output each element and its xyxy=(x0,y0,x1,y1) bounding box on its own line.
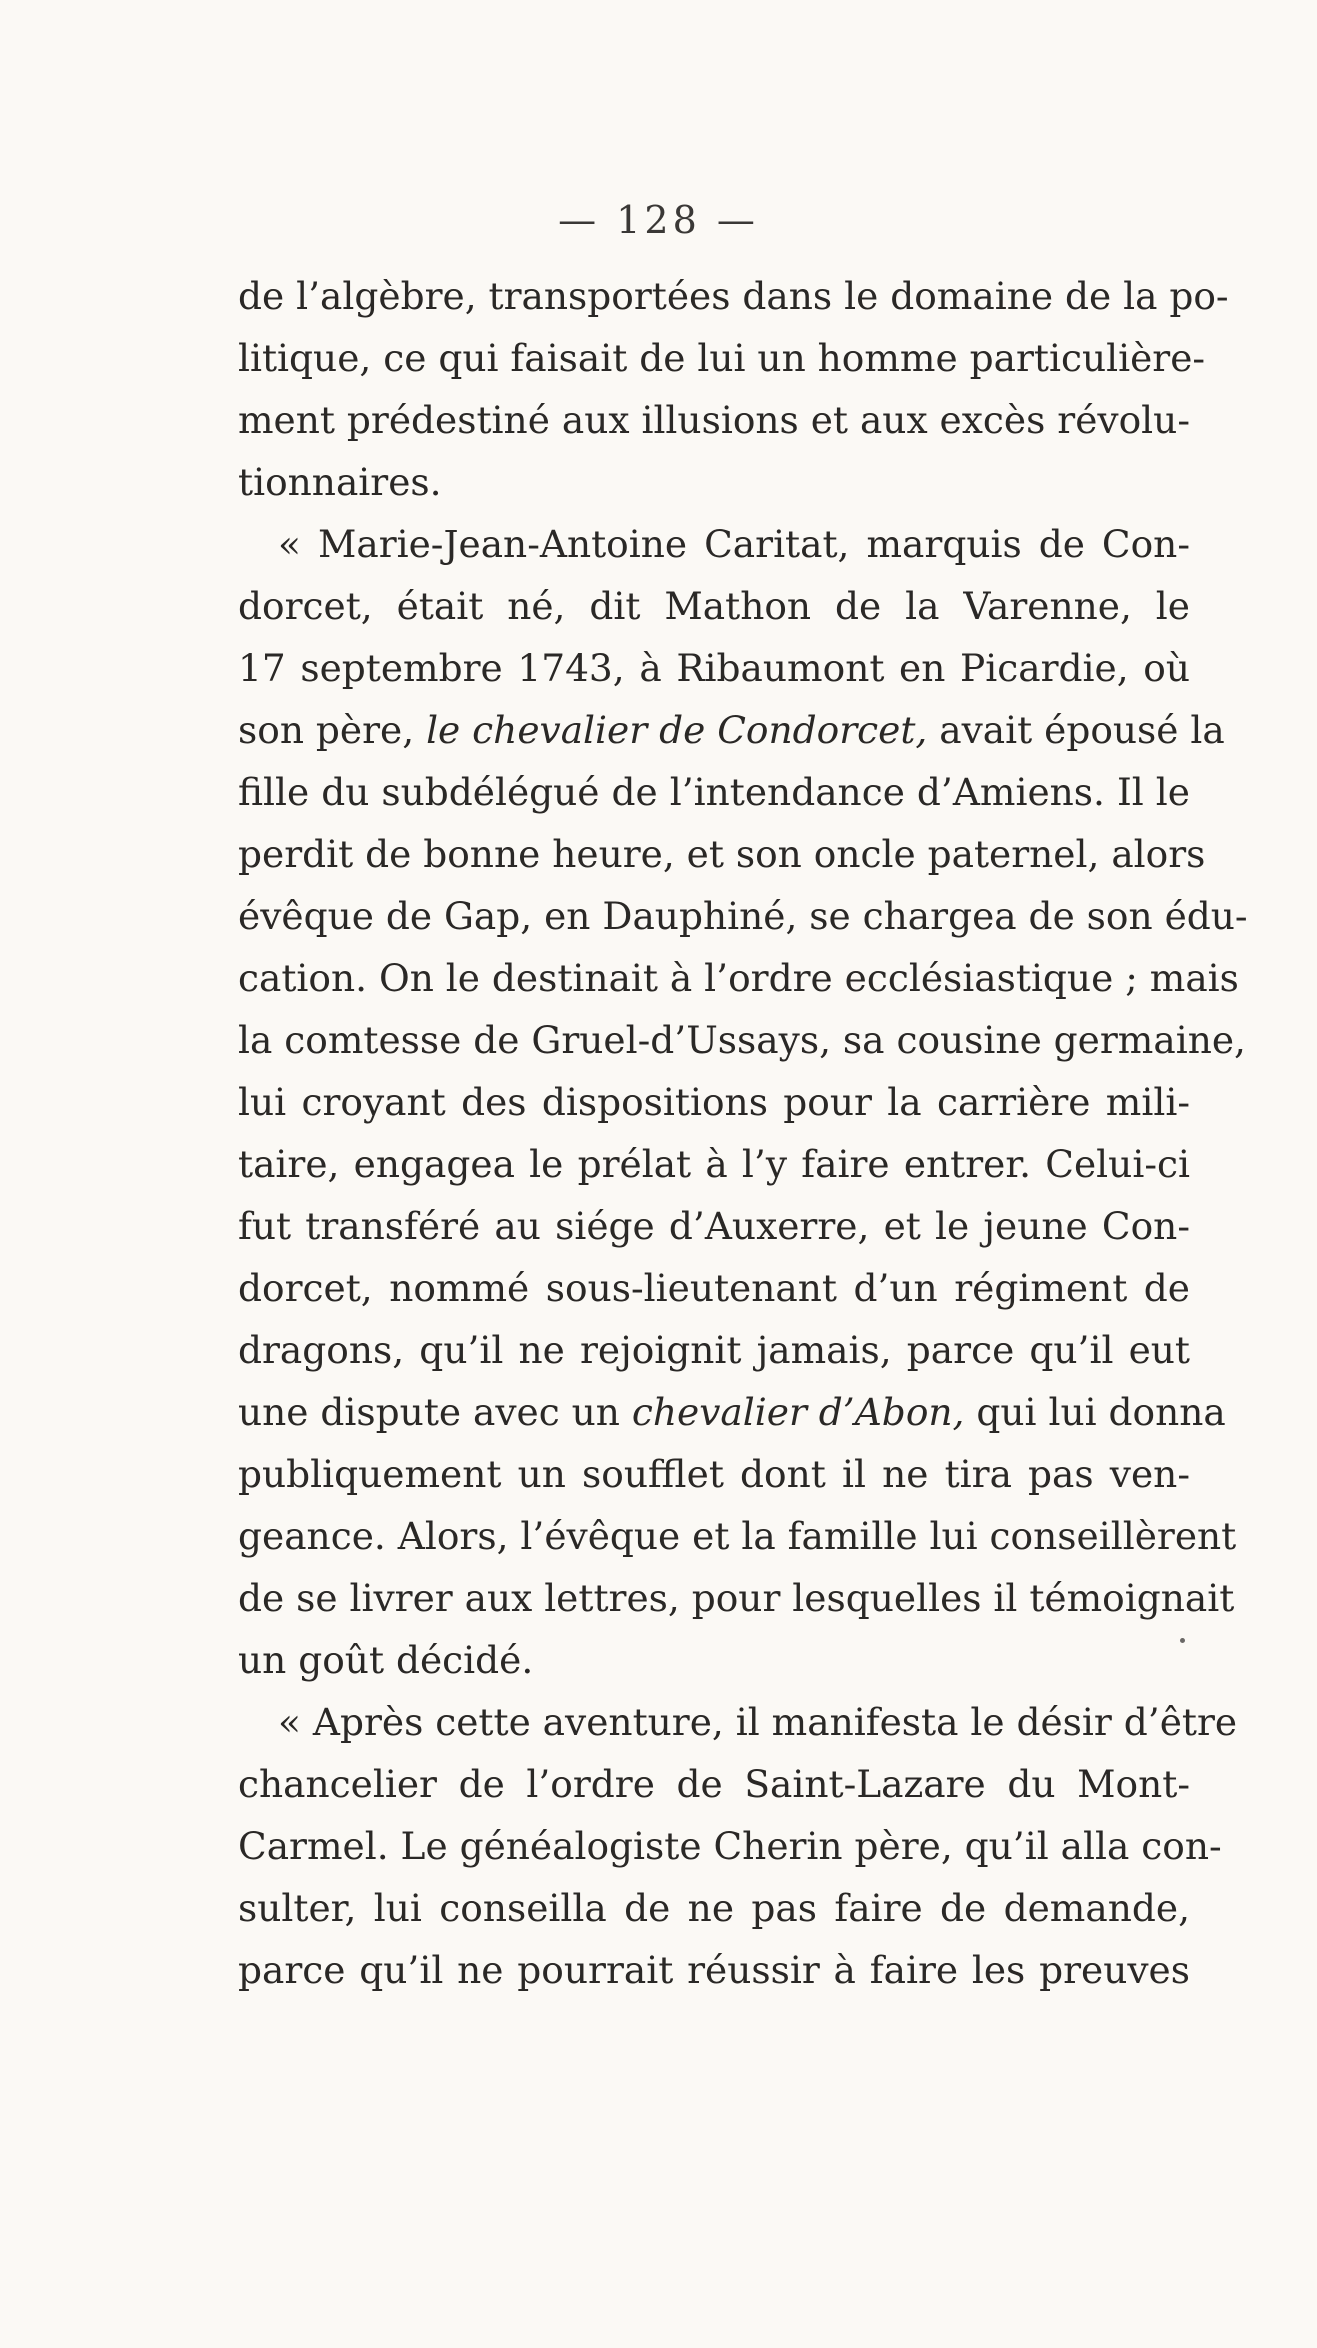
text-segment: avait épousé la xyxy=(927,708,1225,752)
text-line xyxy=(238,823,1206,885)
text-segment: lui croyant des dispositions pour la carrière mili- xyxy=(238,1080,1190,1124)
page-number: — 128 — xyxy=(558,198,759,242)
body-text xyxy=(238,265,1248,2001)
text-line xyxy=(238,699,1225,761)
text-line xyxy=(238,1381,1226,1443)
paragraph xyxy=(238,265,1229,513)
text-segment: de l’algèbre, transportées dans le domaine de la po- xyxy=(238,274,1229,318)
text-line xyxy=(238,637,1190,699)
italic-text: chevalier d’Abon, xyxy=(631,1390,965,1434)
text-segment: une dispute avec un xyxy=(238,1390,632,1434)
text-segment: évêque de Gap, en Dauphiné, se chargea de son édu- xyxy=(238,894,1248,938)
text-segment: geance. Alors, l’évêque et la famille lui conseillèrent xyxy=(238,1514,1237,1558)
italic-text: le chevalier de Condorcet, xyxy=(426,708,928,752)
text-line xyxy=(238,1815,1222,1877)
text-line xyxy=(238,389,1190,451)
text-segment: qui lui donna xyxy=(964,1390,1226,1434)
text-segment: Carmel. Le généalogiste Cherin père, qu’il alla con- xyxy=(238,1824,1222,1868)
text-segment: son père, xyxy=(238,708,427,752)
text-segment: dorcet, était né, dit Mathon de la Varenne, le xyxy=(238,584,1190,628)
text-line xyxy=(238,1009,1246,1071)
text-segment: dorcet, nommé sous-lieutenant d’un régiment de xyxy=(238,1266,1190,1310)
text-line xyxy=(238,1257,1190,1319)
text-segment: perdit de bonne heure, et son oncle paternel, alors xyxy=(238,832,1206,876)
text-line xyxy=(238,451,1190,513)
text-segment: publiquement un soufflet dont il ne tira pas ven- xyxy=(238,1452,1190,1496)
text-line xyxy=(238,885,1248,947)
text-segment: tionnaires. xyxy=(238,460,442,504)
text-line xyxy=(238,947,1239,1009)
text-line xyxy=(238,1195,1190,1257)
text-line xyxy=(238,265,1229,327)
text-segment: la comtesse de Gruel-d’Ussays, sa cousine germaine, xyxy=(238,1018,1246,1062)
text-line xyxy=(238,327,1206,389)
text-segment: « Marie-Jean-Antoine Caritat, marquis de Con- xyxy=(278,522,1190,566)
paragraph xyxy=(238,513,1248,1691)
print-speck xyxy=(1180,1638,1185,1643)
text-line xyxy=(238,575,1190,637)
text-segment: fut transféré au siége d’Auxerre, et le jeune Con- xyxy=(238,1204,1190,1248)
text-segment: sulter, lui conseilla de ne pas faire de demande, xyxy=(238,1886,1190,1930)
text-segment: taire, engagea le prélat à l’y faire entrer. Celui-ci xyxy=(238,1142,1190,1186)
text-line xyxy=(238,1133,1190,1195)
text-line xyxy=(238,1877,1190,1939)
text-segment: fille du subdélégué de l’intendance d’Amiens. Il le xyxy=(238,770,1190,814)
text-line xyxy=(238,1505,1237,1567)
text-segment: ment prédestiné aux illusions et aux excès révolu- xyxy=(238,398,1190,442)
text-line xyxy=(238,513,1190,575)
text-line xyxy=(238,1629,1190,1691)
text-segment: litique, ce qui faisait de lui un homme particulière- xyxy=(238,336,1206,380)
paragraph xyxy=(238,1691,1238,2001)
text-segment: cation. On le destinait à l’ordre ecclésiastique ; mais xyxy=(238,956,1239,1000)
text-line xyxy=(238,1753,1190,1815)
text-segment: chancelier de l’ordre de Saint-Lazare du Mont- xyxy=(238,1762,1190,1806)
text-line xyxy=(238,1319,1190,1381)
text-line xyxy=(238,1071,1190,1133)
text-segment: un goût décidé. xyxy=(238,1638,534,1682)
text-segment: 17 septembre 1743, à Ribaumont en Picardie, où xyxy=(238,646,1190,690)
text-segment: de se livrer aux lettres, pour lesquelles il témoignait xyxy=(238,1576,1235,1620)
text-line xyxy=(238,1443,1190,1505)
text-line xyxy=(238,761,1190,823)
text-segment: parce qu’il ne pourrait réussir à faire les preuves xyxy=(238,1948,1190,1992)
text-segment: « Après cette aventure, il manifesta le désir d’être xyxy=(278,1700,1238,1744)
text-segment: dragons, qu’il ne rejoignit jamais, parce qu’il eut xyxy=(238,1328,1190,1372)
text-line xyxy=(238,1691,1238,1753)
text-line xyxy=(238,1567,1235,1629)
text-line xyxy=(238,1939,1190,2001)
